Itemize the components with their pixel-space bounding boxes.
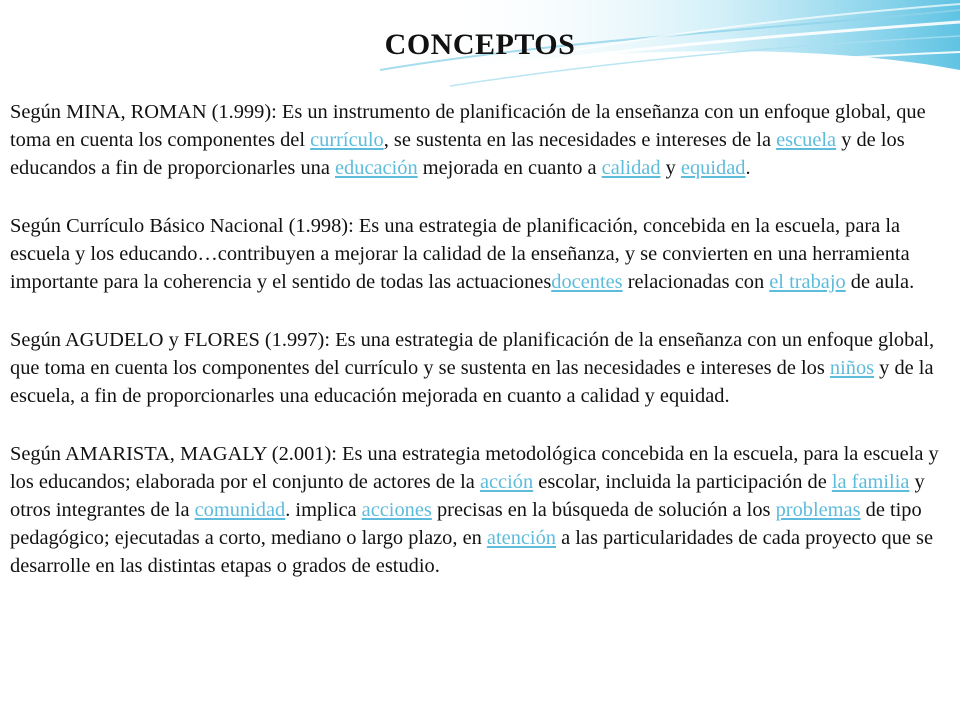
- text: a las particularidades de cada proyecto que se desarrolle en las distintas etapas o grados de estudio.: [10, 527, 934, 577]
- link-accion[interactable]: acción: [479, 471, 534, 493]
- link-escuela[interactable]: escuela: [776, 129, 837, 151]
- link-calidad[interactable]: calidad: [601, 157, 661, 179]
- paragraph-mina-roman: [10, 98, 955, 182]
- text: Según AMARISTA, MAGALY (2.001): Es una estrategia metodológica concebida en la escuela, para la escuela y los educandos; elaborada por el conjunto de actores de la: [10, 443, 939, 493]
- link-acciones[interactable]: acciones: [361, 499, 432, 521]
- paragraph-amarista: [10, 440, 955, 580]
- page-title: CONCEPTOS: [384, 28, 576, 61]
- link-equidad[interactable]: equidad: [680, 157, 746, 179]
- text: y otros integrantes de la: [10, 471, 925, 521]
- link-docentes[interactable]: docentes: [551, 271, 623, 293]
- link-comunidad[interactable]: comunidad: [194, 499, 286, 521]
- link-educacion[interactable]: educación: [335, 157, 418, 179]
- paragraph-curriculo-basico: [10, 212, 955, 296]
- link-la-familia[interactable]: la familia: [831, 471, 910, 493]
- text: de aula.: [845, 271, 915, 293]
- text: .: [745, 157, 751, 179]
- text: relacionadas con: [622, 271, 770, 293]
- text: , se sustenta en las necesidades e intereses de la: [383, 129, 777, 151]
- paragraph-agudelo-flores: [10, 326, 955, 410]
- text: y de los educandos a fin de proporcionarles una: [10, 129, 905, 179]
- concepts-body: [10, 98, 955, 580]
- link-el-trabajo[interactable]: el trabajo: [769, 271, 846, 293]
- link-curriculo[interactable]: currículo: [310, 129, 384, 151]
- link-atencion[interactable]: atención: [486, 527, 556, 549]
- text: y: [660, 157, 681, 179]
- text: precisas en la búsqueda de solución a los: [431, 499, 776, 521]
- text: de tipo pedagógico; ejecutadas a corto, mediano o largo plazo, en: [10, 499, 922, 549]
- link-problemas[interactable]: problemas: [775, 499, 861, 521]
- text: Según Currículo Básico Nacional (1.998): Es una estrategia de planificación, concebida en la escuela, para la escuela y los educando…contribuyen a mejorar la calidad de la enseñanza, y se convierten en una herramienta importante para la coherencia y el sentido de todas las actuaciones: [10, 215, 910, 293]
- text: mejorada en cuanto a: [417, 157, 602, 179]
- text: y de la escuela, a fin de proporcionarles una educación mejorada en cuanto a calidad y equidad.: [10, 357, 934, 407]
- text: escolar, incluida la participación de: [533, 471, 832, 493]
- link-ninos[interactable]: niños: [829, 357, 875, 379]
- text: . implica: [285, 499, 362, 521]
- text: Según MINA, ROMAN (1.999): Es un instrumento de planificación de la enseñanza con un enfoque global, que toma en cuenta los componentes del: [10, 101, 926, 151]
- text: Según AGUDELO y FLORES (1.997): Es una estrategia de planificación de la enseñanza con un enfoque global, que toma en cuenta los componentes del currículo y se sustenta en las necesidades e intereses de los: [10, 329, 935, 379]
